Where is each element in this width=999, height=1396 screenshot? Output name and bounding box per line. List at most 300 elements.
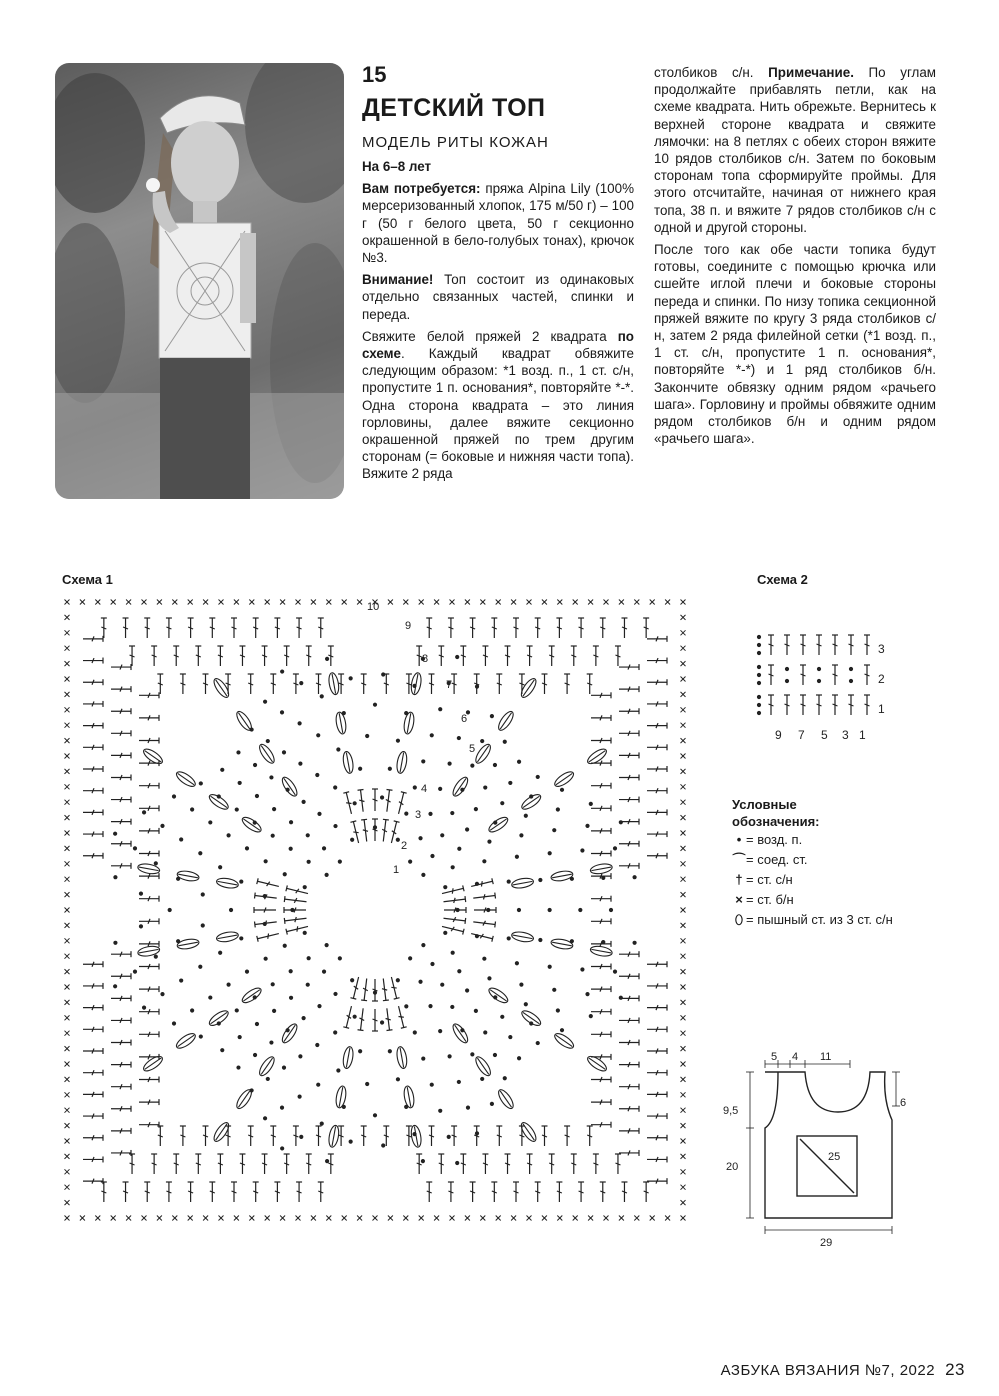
chain-stitch-mark (405, 812, 408, 815)
puff-stitch-mark (487, 815, 510, 835)
single-crochet-mark (681, 646, 686, 651)
chain-stitch-mark (300, 682, 303, 685)
double-crochet-mark (443, 896, 466, 905)
chain-stitch-mark (273, 1009, 276, 1012)
double-crochet-mark (139, 805, 159, 811)
chain-stitch-mark (264, 957, 267, 960)
puff-stitch-mark (590, 945, 613, 958)
schema2-chart (755, 625, 895, 745)
single-crochet-mark (65, 861, 70, 866)
single-crochet-mark (681, 630, 686, 635)
single-crochet-mark (249, 1216, 254, 1221)
dim-4: 4 (792, 1051, 799, 1063)
double-crochet-mark (473, 919, 496, 928)
chain-stitch-mark (209, 996, 212, 999)
chain-stitch-mark (757, 673, 760, 676)
single-crochet-mark (681, 1000, 686, 1005)
chain-stitch-mark (366, 1082, 369, 1085)
double-crochet-mark (383, 674, 389, 694)
chain-stitch-mark (199, 1035, 202, 1038)
row-number-10: 10 (367, 601, 380, 613)
row-number-3: 3 (415, 809, 422, 821)
double-crochet-mark (83, 1113, 103, 1119)
chain-stitch-mark (280, 711, 283, 714)
single-crochet-mark (604, 600, 609, 605)
single-crochet-mark (681, 815, 686, 820)
double-crochet-mark (157, 674, 163, 694)
double-crochet-mark (647, 1113, 667, 1119)
single-crochet-mark (542, 1216, 547, 1221)
single-crochet-mark (511, 1216, 516, 1221)
schema2-label: Схема 2 (757, 572, 808, 587)
chain-stitch-mark (289, 821, 292, 824)
chain-stitch-mark (201, 893, 204, 896)
double-crochet-mark (591, 1099, 611, 1105)
double-crochet-mark (513, 618, 519, 638)
legend-text-sc: = ст. б/н (746, 892, 794, 907)
row-number-8: 8 (422, 653, 429, 665)
single-crochet-mark (234, 1216, 239, 1221)
single-crochet-mark (265, 1216, 270, 1221)
single-crochet-mark (172, 1216, 177, 1221)
chain-stitch-mark (589, 1014, 592, 1017)
double-crochet-mark (83, 1135, 103, 1141)
chain-stitch-mark (114, 876, 117, 879)
double-crochet-mark (474, 674, 480, 694)
double-crochet-mark (83, 1005, 103, 1011)
chain-stitch-mark (253, 1053, 256, 1056)
chain-stitch-mark (484, 1031, 487, 1034)
double-crochet-mark (396, 792, 407, 815)
double-crochet-mark (591, 1009, 611, 1015)
double-crochet-mark (491, 1182, 497, 1202)
single-crochet-mark (65, 677, 70, 682)
chain-stitch-mark (201, 924, 204, 927)
chain-stitch-mark (466, 1106, 469, 1109)
single-crochet-mark (65, 969, 70, 974)
legend-text-puff: = пышный ст. из 3 ст. с/н (746, 912, 893, 927)
single-crochet-mark (403, 1216, 408, 1221)
chain-stitch-mark (451, 1005, 454, 1008)
chain-stitch-mark (579, 908, 582, 911)
chain-stitch-mark (422, 1057, 425, 1060)
chain-stitch-mark (353, 802, 356, 805)
dim-25: 25 (828, 1151, 841, 1163)
chain-stitch-mark (199, 852, 202, 855)
double-crochet-mark (621, 618, 627, 638)
single-crochet-mark (126, 600, 131, 605)
single-crochet-mark (65, 1077, 70, 1082)
single-crochet-mark (65, 1216, 70, 1221)
chain-stitch-mark (441, 834, 444, 837)
single-crochet-mark (111, 600, 116, 605)
chain-stitch-mark (475, 1132, 478, 1135)
double-crochet-mark (619, 1150, 639, 1156)
chain-stitch-mark (299, 762, 302, 765)
double-crochet-mark (139, 715, 159, 721)
single-crochet-mark (619, 600, 624, 605)
chain-stitch-mark (451, 866, 454, 869)
double-crochet-mark (848, 695, 854, 715)
double-crochet-mark (647, 788, 667, 794)
single-crochet-mark (619, 1216, 624, 1221)
chain-stitch-mark (429, 812, 432, 815)
single-crochet-mark (188, 1216, 193, 1221)
double-crochet-mark (496, 674, 502, 694)
single-crochet-mark (650, 600, 655, 605)
chain-stitch-mark (334, 992, 337, 995)
age-range: На 6–8 лет (362, 159, 432, 174)
double-crochet-mark (231, 618, 237, 638)
chain-stitch-mark (490, 1102, 493, 1105)
chain-stitch-mark (317, 1083, 320, 1086)
double-crochet-mark (372, 789, 378, 811)
double-crochet-mark (647, 1005, 667, 1011)
chain-stitch-mark (474, 808, 477, 811)
garment-pattern-diagram (720, 1050, 920, 1250)
double-crochet-mark (832, 635, 838, 655)
puff-stitch-mark (174, 1031, 197, 1051)
chain-stitch-mark (439, 1109, 442, 1112)
double-crochet-mark (444, 907, 466, 913)
assembly-paragraph: После того как обе части топика будут готовы, соедините с помощью крючка или сшейте иглой плечи и боковые стороны переда и спинки. По низу топика секционной пряжей вяжите по кругу 3 ряда столбиков с/н, затем 2 ряда филейной сетки (*1 возд. п., 1 ст. с/н, пропустите 1 п. основания*, повторяйте *-*) и 1 ряд столбиков б/н. Закончите обвязку одним рядом «рачьего шага». Горловину и проймы обвяжите одним рядом столбиков б/н и одним рядом «рачьего шага». (654, 242, 936, 447)
double-crochet-mark (139, 941, 159, 947)
chain-stitch-mark (180, 979, 183, 982)
puff-stitch-icon: ⬯ (734, 912, 744, 927)
puff-stitch-mark (176, 938, 199, 951)
chain-stitch-mark (474, 1009, 477, 1012)
chain-stitch-mark (556, 1009, 559, 1012)
chain-stitch-mark (560, 1029, 563, 1032)
single-crochet-mark (681, 877, 686, 882)
chain-stitch-mark (227, 983, 230, 986)
double-crochet-mark (248, 674, 254, 694)
double-crochet-mark (647, 1135, 667, 1141)
chain-stitch-mark (515, 962, 518, 965)
single-crochet-mark (311, 1216, 316, 1221)
single-crochet-mark (80, 600, 85, 605)
chain-stitch-mark (351, 979, 354, 982)
chain-stitch-mark (238, 781, 241, 784)
chain-stitch-mark (503, 740, 506, 743)
double-crochet-mark (864, 635, 870, 655)
puff-stitch-mark (410, 1125, 423, 1148)
chain-stitch-mark (757, 665, 760, 668)
chain-stitch-mark (422, 760, 425, 763)
chain-stitch-mark (488, 840, 491, 843)
single-crochet-mark (65, 938, 70, 943)
instructions-text-b: . Каждый квадрат обвяжите следующим образом: *1 возд. п., 1 ст. с/н, пропустите 1 п. основания*, повторяйте *-*. Одна сторона квадрата – это линия горловины, далее вяжите секционно окрашенной пряжей по трем другим сторонам (= боковые и нижняя части топа). Вяжите 2 ряда (362, 346, 634, 482)
double-crochet-mark (151, 1154, 157, 1174)
chain-stitch-mark (282, 1066, 285, 1069)
double-crochet-mark (619, 863, 639, 869)
chain-stitch-mark (422, 944, 425, 947)
double-crochet-mark (111, 664, 131, 670)
double-crochet-mark (784, 635, 790, 655)
chain-stitch-mark (503, 1077, 506, 1080)
single-crochet-mark (111, 1216, 116, 1221)
chain-stitch-mark (548, 908, 551, 911)
puff-stitch-mark (327, 1125, 340, 1148)
chain-stitch-mark (322, 970, 325, 973)
chain-stitch-mark (142, 1006, 145, 1009)
double-crochet-mark (83, 809, 103, 815)
single-crochet-mark (573, 600, 578, 605)
chain-stitch-mark (280, 1106, 283, 1109)
double-crochet-mark (816, 635, 822, 655)
single-crochet-mark (65, 985, 70, 990)
double-crochet-mark (542, 674, 548, 694)
single-crochet-mark (265, 600, 270, 605)
single-crochet-mark (65, 769, 70, 774)
chain-stitch-mark (219, 866, 222, 869)
double-crochet-mark (832, 665, 838, 685)
double-crochet-mark (591, 918, 611, 924)
puff-stitch-mark (487, 985, 510, 1005)
double-crochet-mark (83, 723, 103, 729)
chain-stitch-mark (307, 957, 310, 960)
chain-stitch-mark (451, 811, 454, 814)
double-crochet-mark (429, 674, 435, 694)
attention-paragraph (362, 271, 634, 323)
chain-stitch-mark (271, 834, 274, 837)
double-crochet-mark (284, 646, 290, 666)
chain-stitch-mark (488, 977, 491, 980)
note-paragraph (654, 64, 936, 236)
double-crochet-mark (83, 853, 103, 859)
chain-stitch-mark (289, 847, 292, 850)
single-crochet-mark (65, 954, 70, 959)
chain-stitch-mark (359, 1050, 362, 1053)
chain-stitch-mark (458, 847, 461, 850)
double-crochet-mark (139, 738, 159, 744)
chain-stitch-mark (320, 695, 323, 698)
chain-stitch-mark (396, 1078, 399, 1081)
single-crochet-mark (65, 723, 70, 728)
double-crochet-mark (111, 1128, 131, 1134)
chain-stitch-mark (422, 873, 425, 876)
double-crochet-mark (111, 1150, 131, 1156)
chain-stitch-mark (419, 837, 422, 840)
double-crochet-mark (180, 1126, 186, 1146)
double-crochet-mark (83, 658, 103, 664)
double-crochet-mark (482, 646, 488, 666)
chain-stitch-mark (457, 736, 460, 739)
double-crochet-mark (139, 1009, 159, 1015)
chain-stitch-mark (366, 734, 369, 737)
double-crochet-mark (139, 918, 159, 924)
puff-stitch-mark (496, 1088, 516, 1111)
chain-stitch-mark (154, 862, 157, 865)
chain-stitch-mark (114, 985, 117, 988)
double-crochet-mark (571, 1154, 577, 1174)
double-crochet-mark (496, 1126, 502, 1146)
chain-stitch-mark (237, 1066, 240, 1069)
article-title: ДЕТСКИЙ ТОП (362, 94, 546, 122)
chain-stitch-mark (302, 1017, 305, 1020)
puff-stitch-mark (176, 870, 199, 883)
chain-stitch-mark (359, 767, 362, 770)
single-crochet-mark (681, 1031, 686, 1036)
double-crochet-mark (647, 1070, 667, 1076)
puff-stitch-mark (511, 877, 534, 890)
double-crochet-mark (460, 646, 466, 666)
instructions-paragraph (362, 328, 634, 483)
double-crochet-mark (239, 1154, 245, 1174)
chain-stitch-mark (325, 873, 328, 876)
double-crochet-mark (615, 1154, 621, 1174)
chain-stitch-mark (318, 812, 321, 815)
chain-stitch-mark (396, 739, 399, 742)
single-crochet-mark (542, 600, 547, 605)
legend (732, 796, 893, 930)
single-crochet-mark (65, 1185, 70, 1190)
single-crochet-mark (357, 600, 362, 605)
double-crochet-mark (83, 766, 103, 772)
chain-stitch-mark (444, 886, 447, 889)
double-crochet-mark (564, 674, 570, 694)
double-crochet-mark (619, 1017, 639, 1023)
single-crochet-mark (480, 600, 485, 605)
single-crochet-mark (388, 600, 393, 605)
chain-stitch-mark (456, 1161, 459, 1164)
double-crochet-mark (139, 783, 159, 789)
chain-stitch-mark (536, 1041, 539, 1044)
double-crochet-mark (166, 1182, 172, 1202)
double-crochet-mark (257, 878, 280, 889)
double-crochet-mark (274, 618, 280, 638)
double-crochet-mark (438, 1154, 444, 1174)
double-crochet-mark (328, 646, 334, 666)
double-crochet-mark (429, 1126, 435, 1146)
puff-stitch-mark (257, 1055, 277, 1078)
double-crochet-mark (591, 783, 611, 789)
double-crochet-mark (270, 674, 276, 694)
double-crochet-mark (188, 618, 194, 638)
single-crochet-mark (65, 1123, 70, 1128)
chain-stitch-mark (581, 968, 584, 971)
double-crochet-mark (274, 1182, 280, 1202)
chain-stitch-mark (430, 734, 433, 737)
puff-stitch-mark (280, 1022, 300, 1045)
chain-stitch-mark (757, 703, 760, 706)
double-crochet-mark (318, 618, 324, 638)
double-crochet-mark (111, 1017, 131, 1023)
double-crochet-mark (864, 665, 870, 685)
double-crochet-mark (619, 730, 639, 736)
chain-stitch-mark (466, 828, 469, 831)
puff-stitch-mark (410, 672, 423, 695)
double-crochet-mark (338, 674, 344, 694)
single-crochet-mark (681, 784, 686, 789)
chain-stitch-mark (380, 1021, 383, 1024)
double-crochet-mark (619, 774, 639, 780)
double-crochet-mark (361, 978, 370, 1001)
chain-stitch-icon: • (736, 832, 742, 847)
double-crochet-mark (647, 1156, 667, 1162)
single-crochet-mark (604, 1216, 609, 1221)
double-crochet-mark (139, 964, 159, 970)
chain-stitch-mark (849, 679, 852, 682)
chain-stitch-mark (405, 1005, 408, 1008)
double-crochet-mark (306, 646, 312, 666)
slip-stitch-icon: ⌒ (732, 852, 746, 867)
puff-stitch-mark (234, 709, 254, 732)
chain-stitch-mark (271, 983, 274, 986)
double-crochet-mark (406, 1126, 412, 1146)
chain-stitch-mark (172, 1022, 175, 1025)
chain-stitch-mark (507, 880, 510, 883)
chain-stitch-mark (451, 951, 454, 954)
chain-stitch-mark (602, 940, 605, 943)
double-crochet-mark (101, 618, 107, 638)
double-crochet-mark (647, 636, 667, 642)
row-number-4: 4 (421, 783, 428, 795)
single-crochet-mark (465, 600, 470, 605)
double-crochet-mark (139, 828, 159, 834)
single-crochet-mark (681, 692, 686, 697)
double-crochet-mark (556, 618, 562, 638)
double-crochet-mark (864, 695, 870, 715)
single-crochet-mark (527, 600, 532, 605)
single-crochet-mark (634, 1216, 639, 1221)
double-crochet-mark (406, 674, 412, 694)
single-crochet-mark (65, 784, 70, 789)
chain-stitch-mark (539, 938, 542, 941)
single-crochet-mark (65, 1092, 70, 1097)
double-crochet-mark (593, 646, 599, 666)
double-crochet-mark (491, 618, 497, 638)
double-crochet-mark (83, 961, 103, 967)
double-crochet-mark (448, 618, 454, 638)
double-crochet-mark (591, 1122, 611, 1128)
single-crochet-mark (573, 1216, 578, 1221)
double-crochet-mark (800, 665, 806, 685)
double-crochet-mark (328, 1154, 334, 1174)
chain-stitch-mark (298, 722, 301, 725)
single-crochet-mark (65, 1015, 70, 1020)
single-crochet-mark (681, 800, 686, 805)
single-crochet-mark (681, 1108, 686, 1113)
double-crochet-mark (83, 1048, 103, 1054)
chain-stitch-mark (589, 802, 592, 805)
double-crochet-mark (372, 819, 378, 841)
puff-stitch-mark (590, 862, 613, 875)
single-crochet-mark (65, 1031, 70, 1036)
double-crochet-mark (83, 831, 103, 837)
double-crochet-mark (383, 1126, 389, 1146)
double-crochet-mark (443, 915, 466, 924)
chain-stitch-mark (263, 700, 266, 703)
materials-label: Вам потребуется: (362, 181, 481, 197)
double-crochet-mark (619, 752, 639, 758)
attention-text: Топ состоит из одинаковых отдельно связанных частей, спинки и переда. (362, 272, 634, 322)
chain-stitch-mark (581, 849, 584, 852)
double-crochet-mark (139, 873, 159, 879)
single-crochet-mark (342, 1216, 347, 1221)
single-crochet-mark (219, 600, 224, 605)
double-crochet-mark (619, 664, 639, 670)
chain-stitch-mark (483, 957, 486, 960)
double-crochet-mark (257, 931, 280, 942)
double-crochet-mark (643, 618, 649, 638)
double-crochet-mark (262, 646, 268, 666)
schema2-row-2: 2 (878, 672, 885, 686)
chain-stitch-mark (133, 970, 136, 973)
double-crochet-mark (451, 1126, 457, 1146)
chain-stitch-mark (817, 679, 820, 682)
chain-stitch-mark (501, 1015, 504, 1018)
